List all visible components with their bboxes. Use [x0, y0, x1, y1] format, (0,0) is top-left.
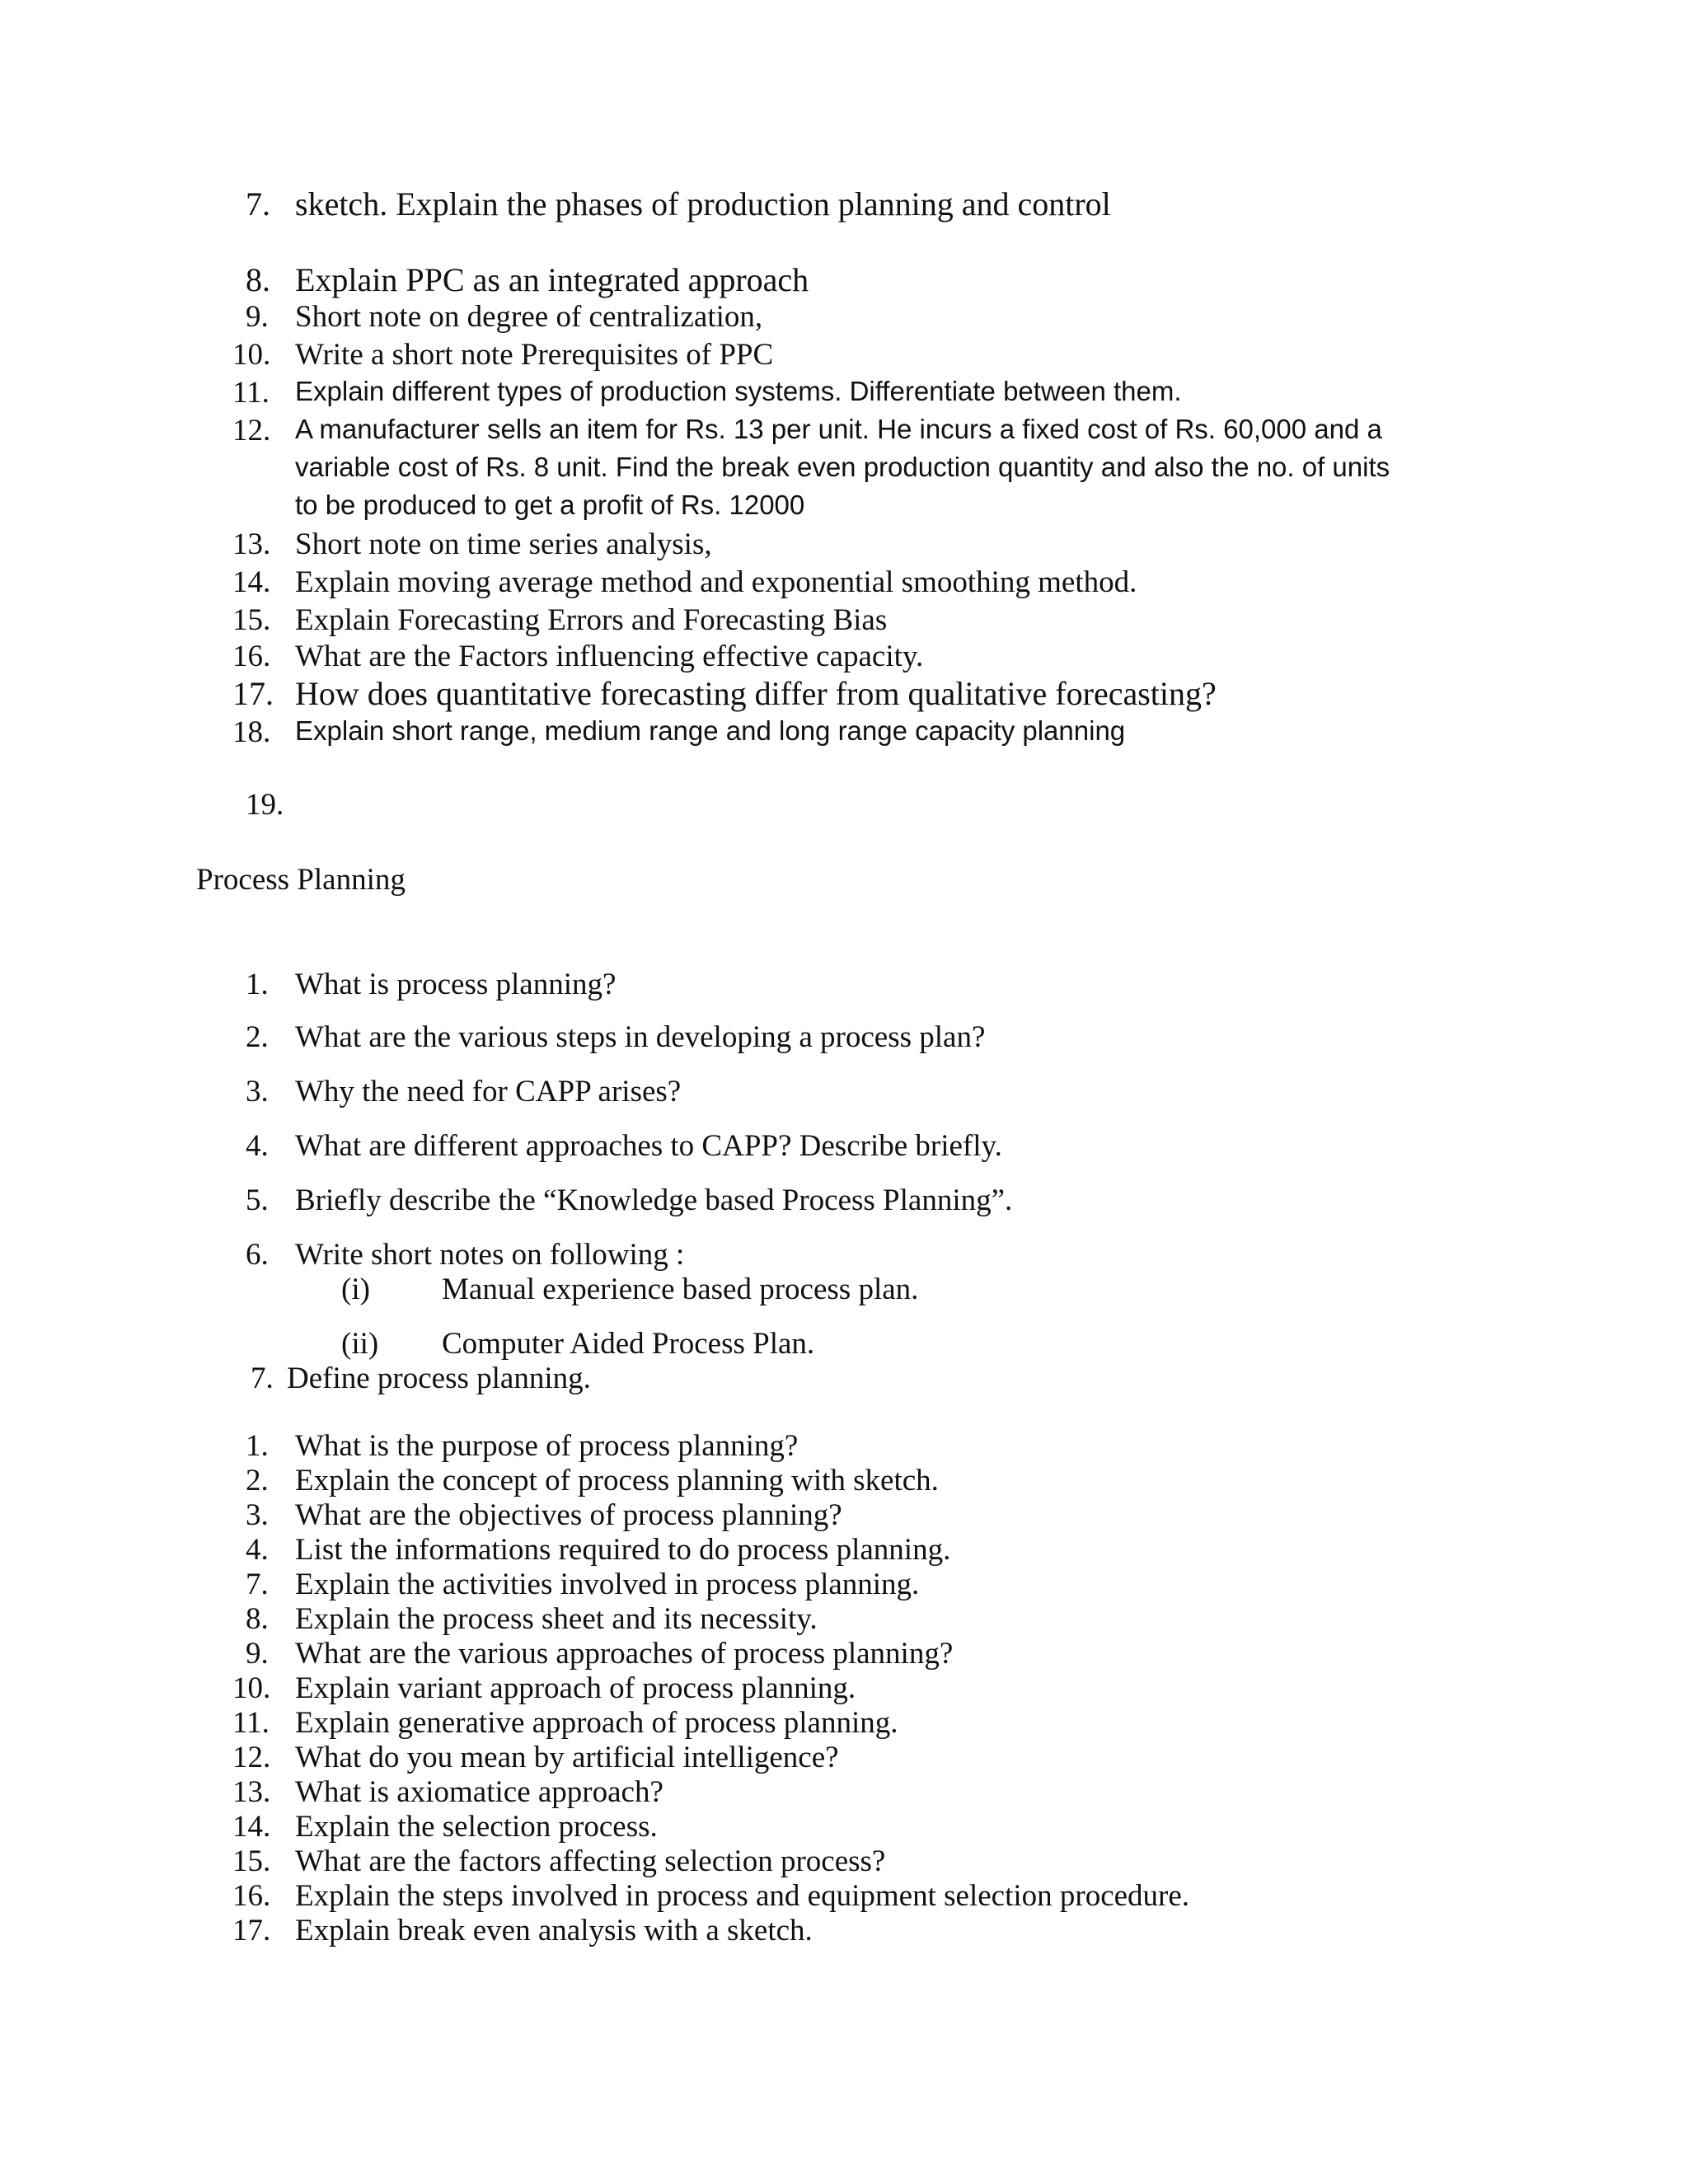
- item-text: Explain moving average method and exponential smoothing method.: [295, 565, 1137, 599]
- item-number: 7.: [246, 185, 270, 223]
- item-text: sketch. Explain the phases of production planning and control: [295, 185, 1111, 223]
- item-number: 4.: [246, 1129, 269, 1163]
- item-text: Short note on degree of centralization,: [295, 300, 763, 334]
- item-text: Why the need for CAPP arises?: [295, 1075, 682, 1108]
- item-number: 17.: [232, 1914, 271, 1947]
- item-number: 4.: [246, 1533, 269, 1567]
- item-number: 14.: [232, 565, 271, 599]
- item-text: Explain the steps involved in process and equipment selection procedure.: [295, 1879, 1190, 1913]
- item-text: Explain variant approach of process planning.: [295, 1671, 856, 1705]
- item-number: 10.: [232, 338, 271, 372]
- item-number: 8.: [246, 261, 270, 298]
- item-number: 5.: [246, 1183, 269, 1217]
- item-text: Explain break even analysis with a sketch.: [295, 1914, 813, 1947]
- sub-item-number: (ii): [341, 1327, 379, 1361]
- item-number: 6.: [246, 1238, 269, 1272]
- item-number: 2.: [246, 1020, 269, 1054]
- item-number: 7.: [251, 1361, 274, 1395]
- item-text: What are the various steps in developing a process plan?: [295, 1020, 986, 1054]
- item-number: 7.: [246, 1568, 269, 1601]
- item-text: What are the factors affecting selection process?: [295, 1844, 886, 1878]
- item-text: Write short notes on following :: [295, 1238, 685, 1272]
- item-number: 3.: [246, 1075, 269, 1108]
- item-text: Explain Forecasting Errors and Forecasting Bias: [295, 603, 888, 637]
- item-number: 10.: [232, 1671, 271, 1705]
- item-number: 16.: [232, 1879, 271, 1913]
- sub-item-text: Computer Aided Process Plan.: [442, 1327, 815, 1361]
- item-number: 18.: [232, 715, 271, 749]
- item-number: 19.: [246, 788, 284, 822]
- item-number: 2.: [246, 1464, 269, 1497]
- item-number: 1.: [246, 1429, 269, 1463]
- item-text: How does quantitative forecasting differ from qualitative forecasting?: [295, 675, 1217, 712]
- item-number: 12.: [232, 1741, 271, 1774]
- item-number: 15.: [232, 603, 271, 637]
- item-text: What are the various approaches of process planning?: [295, 1637, 954, 1671]
- item-text: Explain the process sheet and its necessity.: [295, 1602, 818, 1636]
- item-number: 8.: [246, 1602, 269, 1636]
- item-number: 9.: [246, 300, 269, 334]
- item-number: 16.: [232, 640, 271, 673]
- item-text: What are different approaches to CAPP? Describe briefly.: [295, 1129, 1002, 1163]
- item-number: 1.: [246, 968, 269, 1001]
- item-text: Short note on time series analysis,: [295, 527, 712, 561]
- item-text: What are the objectives of process planning?: [295, 1498, 842, 1532]
- item-number: 3.: [246, 1498, 269, 1532]
- item-text: What is process planning?: [295, 968, 617, 1001]
- item-text: What is the purpose of process planning?: [295, 1429, 799, 1463]
- item-text: Write a short note Prerequisites of PPC: [295, 338, 774, 372]
- item-text: What is axiomatice approach?: [295, 1775, 663, 1809]
- item-text: List the informations required to do process planning.: [295, 1533, 951, 1567]
- item-text: Explain the selection process.: [295, 1810, 658, 1844]
- item-text: Explain different types of production systems. Differentiate between them.: [295, 376, 1182, 406]
- item-number: 14.: [232, 1810, 271, 1844]
- item-text: A manufacturer sells an item for Rs. 13 per unit. He incurs a fixed cost of Rs. 60,000 and a: [295, 414, 1382, 444]
- item-number: 15.: [232, 1844, 271, 1878]
- item-number: 11.: [232, 376, 270, 410]
- item-text: Define process planning.: [287, 1361, 591, 1395]
- sub-item-text: Manual experience based process plan.: [442, 1272, 919, 1306]
- item-number: 17.: [232, 675, 274, 712]
- item-text: Explain the concept of process planning with sketch.: [295, 1464, 939, 1497]
- item-text: Explain PPC as an integrated approach: [295, 261, 809, 298]
- item-number: 12.: [232, 414, 271, 448]
- item-number: 11.: [232, 1706, 270, 1740]
- item-text: What do you mean by artificial intelligence?: [295, 1741, 839, 1774]
- item-number: 13.: [232, 527, 271, 561]
- item-text-continuation: to be produced to get a profit of Rs. 12000: [295, 490, 805, 520]
- item-text: Explain short range, medium range and long range capacity planning: [295, 715, 1126, 746]
- item-text-continuation: variable cost of Rs. 8 unit. Find the break even production quantity and also the no. of units: [295, 452, 1390, 482]
- sub-item-number: (i): [341, 1272, 370, 1306]
- item-text: Explain generative approach of process planning.: [295, 1706, 898, 1740]
- item-number: 13.: [232, 1775, 271, 1809]
- item-text: Explain the activities involved in process planning.: [295, 1568, 920, 1601]
- item-text: Briefly describe the “Knowledge based Process Planning”.: [295, 1183, 1013, 1217]
- section-heading: Process Planning: [196, 863, 406, 897]
- item-text: What are the Factors influencing effective capacity.: [295, 640, 924, 673]
- item-number: 9.: [246, 1637, 269, 1671]
